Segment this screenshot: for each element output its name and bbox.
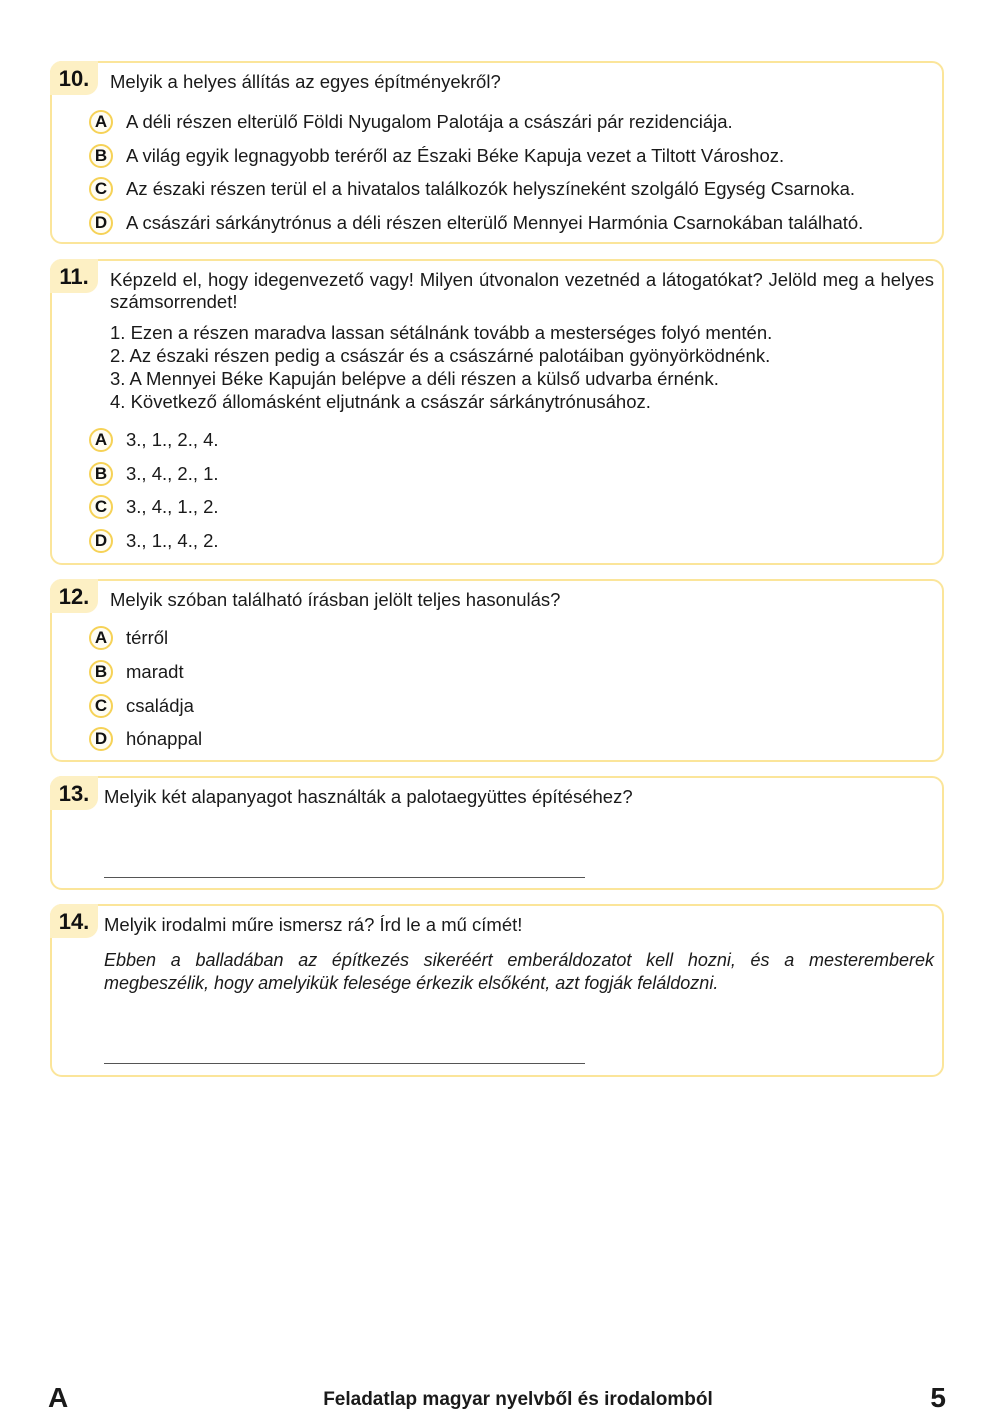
question-text: Képzeld el, hogy idegenvezető vagy! Milyen útvonalon vezetnéd a látogatókat? Jelöld meg a helyes számsorrendet! [110, 269, 934, 312]
option-letter: B [89, 144, 113, 168]
question-14 [50, 904, 944, 1077]
option-d[interactable] [89, 209, 863, 237]
option-letter: B [89, 462, 113, 486]
route-step: 1. Ezen a részen maradva lassan sétálnánk tovább a mesterséges folyó mentén. [110, 322, 773, 343]
question-number: 12. [50, 579, 98, 613]
option-text: hónappal [126, 728, 203, 749]
question-11 [50, 259, 944, 565]
option-text: 3., 1., 4., 2. [126, 530, 219, 551]
option-text: 3., 1., 2., 4. [126, 429, 219, 450]
option-a[interactable] [89, 624, 168, 652]
route-step: 2. Az északi részen pedig a császár és a császárné palotáiban gyönyörködnénk. [110, 345, 771, 366]
option-text: Az északi részen terül el a hivatalos találkozók helyszíneként szolgáló Egység Csarnoka. [126, 178, 856, 199]
option-text: 3., 4., 1., 2. [126, 496, 219, 517]
question-text: Melyik két alapanyagot használták a palotaegyüttes építéséhez? [104, 786, 633, 807]
option-d[interactable] [89, 725, 202, 753]
option-letter: D [89, 211, 113, 235]
route-step: 4. Következő állomásként eljutnánk a császár sárkánytrónusához. [110, 391, 651, 412]
question-13 [50, 776, 944, 890]
question-text: Melyik a helyes állítás az egyes építményekről? [110, 71, 501, 92]
question-number: 11. [50, 259, 98, 293]
footer-title: Feladatlap magyar nyelvből és irodalomból [323, 1389, 713, 1410]
option-letter: D [89, 727, 113, 751]
option-d[interactable] [89, 527, 219, 555]
question-text: Melyik szóban található írásban jelölt teljes hasonulás? [110, 589, 561, 610]
option-c[interactable] [89, 175, 855, 203]
question-10 [50, 61, 944, 244]
option-text: A császári sárkánytrónus a déli részen elterülő Mennyei Harmónia Csarnokában található. [126, 212, 864, 233]
option-letter: A [89, 428, 113, 452]
option-letter: D [89, 529, 113, 553]
test-variant: A [48, 1382, 69, 1413]
option-c[interactable] [89, 692, 194, 720]
question-number: 13. [50, 776, 98, 810]
question-text: Melyik irodalmi műre ismersz rá? Írd le a mű címét! [104, 914, 523, 935]
route-step: 3. A Mennyei Béke Kapuján belépve a déli részen a külső udvarba érnénk. [110, 368, 719, 389]
page-number: 5 [930, 1382, 946, 1413]
option-text: 3., 4., 2., 1. [126, 463, 219, 484]
option-b[interactable] [89, 142, 784, 170]
option-a[interactable] [89, 426, 219, 454]
option-c[interactable] [89, 493, 219, 521]
option-text: családja [126, 695, 194, 716]
option-letter: C [89, 495, 113, 519]
ballad-excerpt: Ebben a balladában az építkezés sikeréért emberáldozatot kell hozni, és a mesteremberek megbeszélik, hogy amelyikük felesége érkezik elsőként, azt fogják feláldozni. [104, 950, 934, 993]
route-steps [110, 321, 772, 413]
option-text: maradt [126, 661, 184, 682]
option-letter: C [89, 177, 113, 201]
option-text: A déli részen elterülő Földi Nyugalom Palotája a császári pár rezidenciája. [126, 111, 733, 132]
answer-line[interactable] [104, 877, 585, 878]
option-letter: A [89, 110, 113, 134]
option-a[interactable] [89, 108, 733, 136]
option-letter: B [89, 660, 113, 684]
option-b[interactable] [89, 460, 219, 488]
option-letter: C [89, 694, 113, 718]
option-text: térről [126, 627, 169, 648]
option-letter: A [89, 626, 113, 650]
answer-line[interactable] [104, 1063, 585, 1064]
option-b[interactable] [89, 658, 184, 686]
question-12 [50, 579, 944, 762]
question-number: 10. [50, 61, 98, 95]
question-number: 14. [50, 904, 98, 938]
option-text: A világ egyik legnagyobb teréről az Északi Béke Kapuja vezet a Tiltott Városhoz. [126, 145, 785, 166]
